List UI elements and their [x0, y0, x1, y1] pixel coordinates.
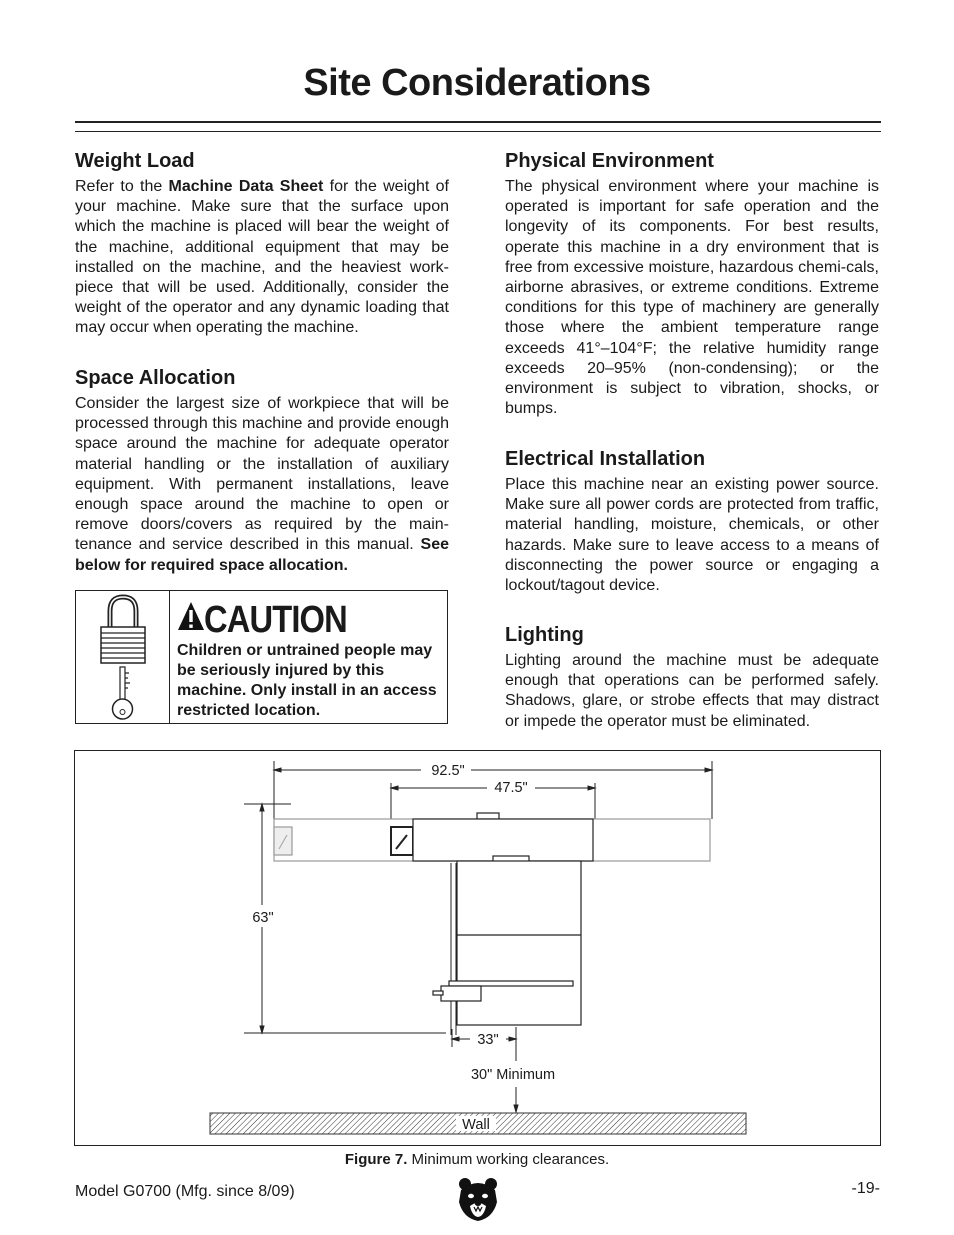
- dim-clearance-label: 30" Minimum: [470, 1067, 556, 1083]
- weight-load-heading: Weight Load: [75, 150, 195, 172]
- caution-box: [75, 590, 448, 724]
- dimension-clearance: [514, 1087, 518, 1112]
- electrical-installation-text: Place this machine near an existing power source. Make sure all power cords are protected from traffic, material handling, moisture, chemicals, or other hazards. Make sure to leave access to a means of disconnecting the power source or engaging a lockout/tagout device.: [505, 476, 879, 595]
- dim-total-width-label: 92.5": [431, 763, 465, 779]
- dim-base-label: 33": [477, 1032, 499, 1048]
- section-electrical-installation: [505, 447, 879, 596]
- space-allocation-heading: Space Allocation: [75, 367, 236, 389]
- lighting-text: Lighting around the machine must be adequate enough that operations can be performed safely. Shadows, glare, or strobe effects that may distract or impede the operator must be eliminated.: [505, 652, 879, 730]
- title-rule-thick: [75, 121, 881, 123]
- warning-triangle-icon: [177, 601, 205, 631]
- weight-load-text: Refer to the Machine Data Sheet for the weight of your machine. Make sure that the surface upon which the machine is placed will bear the weight of the machine, additional equipment that may be installed on the machine, and the heaviest work-piece that will be used. Additionally, consider the weight of the operator and any dynamic loading that may occur when operating the machine.: [75, 178, 449, 337]
- figure-caption-text: Minimum working clearances.: [407, 1151, 610, 1168]
- figure-clearances: [74, 750, 881, 1146]
- padlock-icon: [101, 597, 145, 663]
- footer-page-number: -19-: [851, 1180, 880, 1197]
- machine-outline: [274, 813, 710, 1035]
- physical-environment-heading: Physical Environment: [505, 150, 714, 172]
- caution-heading: CAUTION: [204, 599, 347, 641]
- figure-caption: [0, 1151, 954, 1168]
- machine-data-sheet-ref: Machine Data Sheet: [168, 178, 324, 195]
- section-weight-load: [75, 149, 449, 339]
- wall-label: Wall: [462, 1117, 490, 1133]
- title-rule-thin: [75, 131, 881, 132]
- clearance-diagram: [75, 751, 880, 1145]
- dimension-total-width: [274, 761, 712, 819]
- dim-table-width-label: 47.5": [494, 780, 528, 796]
- footer-model: Model G0700 (Mfg. since 8/09): [75, 1183, 295, 1200]
- section-space-allocation: [75, 366, 449, 576]
- page-title: Site Considerations: [303, 62, 651, 104]
- bear-logo-icon: [457, 1176, 499, 1222]
- physical-environment-text: The physical environment where your machine is operated is important for safe operation and the longevity of its components. For best results, operate this machine in a dry environment that is free from excessive moisture, hazardous chemi-cals, airborne abrasives, or extreme conditions. Extreme conditions for this type of machinery are generally those where the ambient temperature range exceeds 41°–104°F; the relative humidity range exceeds 20–95% (non-condensing); or the environment is subject to vibration, shocks, or bumps.: [505, 178, 879, 418]
- space-allocation-note: See below for required space allocation.: [75, 536, 449, 574]
- lighting-heading: Lighting: [505, 624, 584, 646]
- key-icon: [113, 667, 133, 719]
- dim-depth-label: 63": [252, 910, 274, 926]
- electrical-installation-heading: Electrical Installation: [505, 448, 706, 470]
- space-allocation-text: Consider the largest size of workpiece that will be processed through this machine and provide enough space around the machine for adequate operator material handling or the installation of auxiliary equipment. With permanent installations, leave enough space around the machine to open or remove doors/covers as required by the main-tenance and service described in this manual. See below for required space allocation.: [75, 395, 449, 574]
- caution-icon-panel: [76, 591, 170, 723]
- figure-caption-label: Figure 7.: [344, 1151, 408, 1168]
- section-lighting: [505, 623, 879, 732]
- section-physical-environment: [505, 149, 879, 419]
- caution-text: Children or untrained people may be seriously injured by this machine. Only install in an access restricted location.: [177, 642, 437, 719]
